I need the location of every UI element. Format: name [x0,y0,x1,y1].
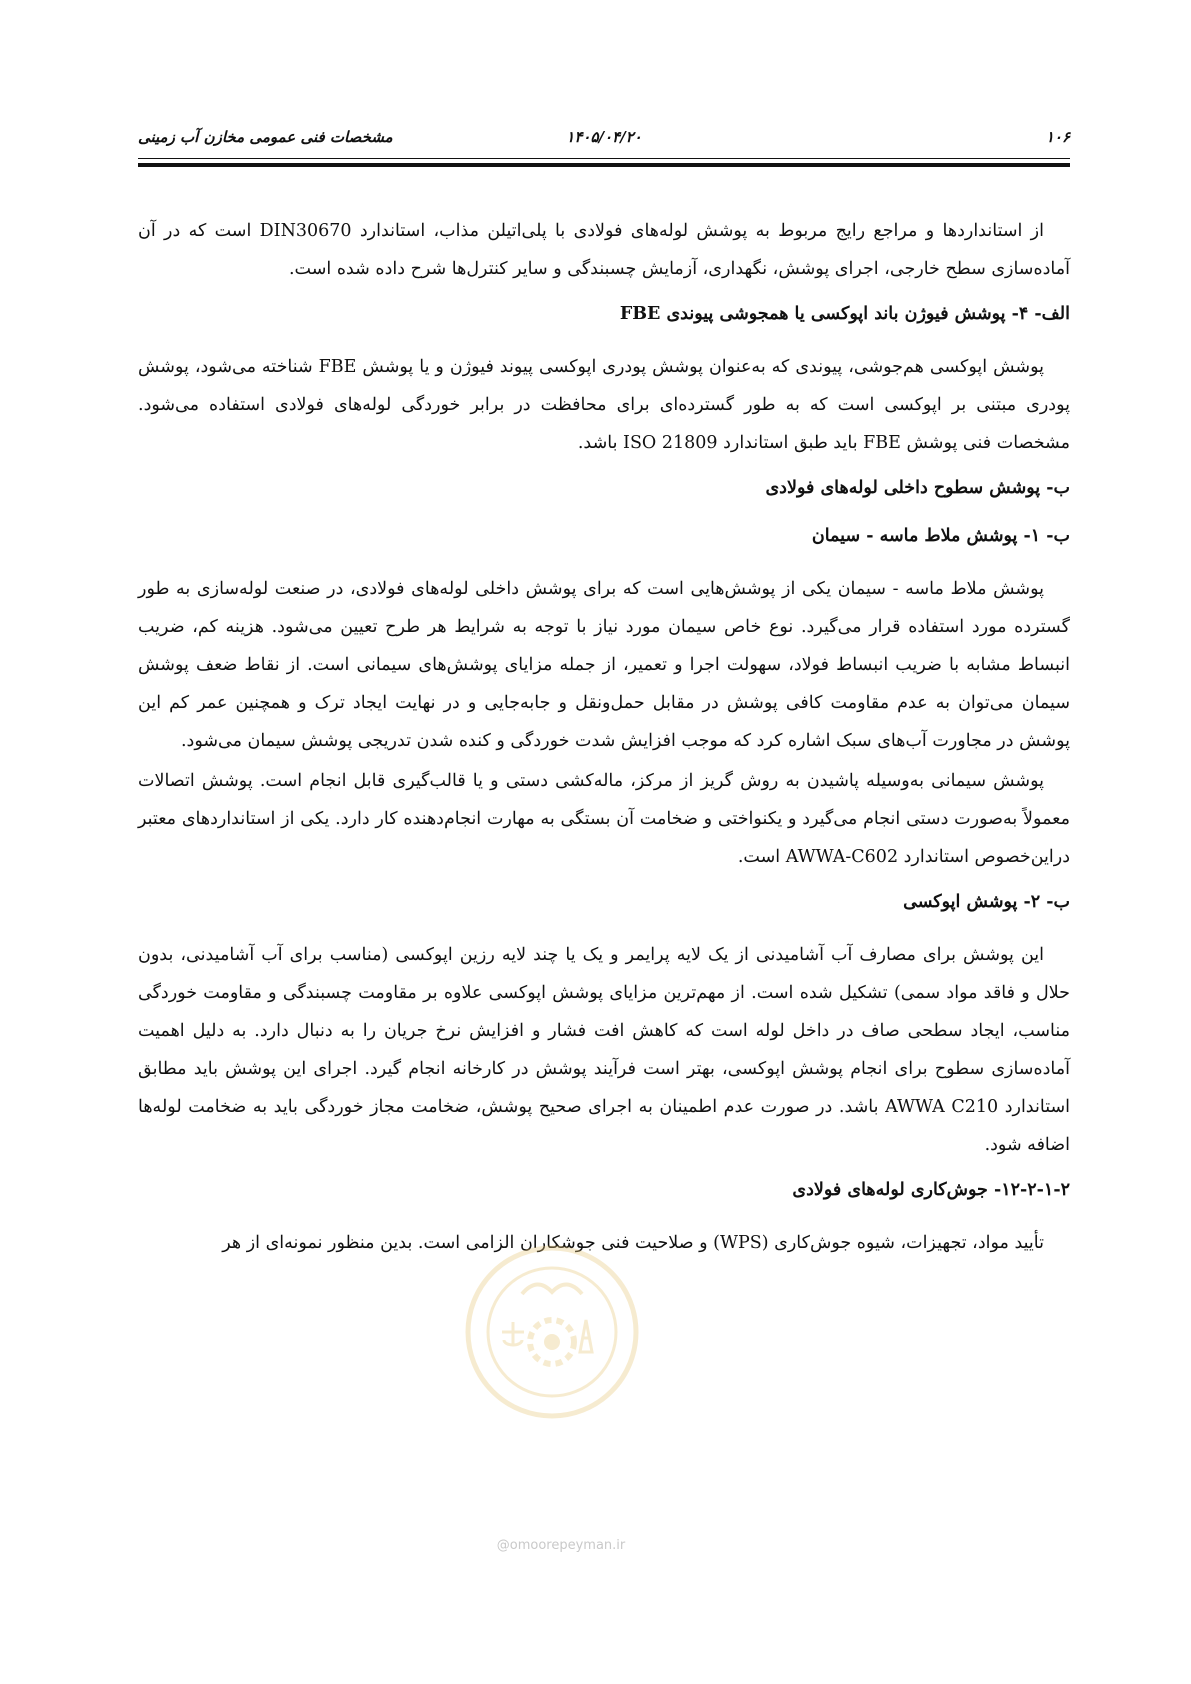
heading-epoxy-coating: ب- ۲- پوشش اپوکسی [903,892,1070,912]
watermark-calligraphy-mark [522,1284,582,1294]
header-page-number: ۱۰۶ [1045,128,1070,146]
heading-steel-pipe-welding: ۱۲-۲-۱-۲- جوش‌کاری لوله‌های فولادی [792,1180,1070,1200]
header-document-title: مشخصات فنی عمومی مخازن آب زمینی [138,128,393,146]
header-rule-thick [138,163,1070,167]
watermark-emblem-icon [462,1242,642,1422]
paragraph-din30670: از استانداردها و مراجع رایج مربوط به پوشش لوله‌های فولادی با پلی‌اتیلن مذاب، استاندارد DIN30670 است که در آن آماده‌سازی سطح خارجی، اجرای پوشش، نگهداری، آزمایش چسبندگی و سایر کنترل‌ها شرح داده شده است. [138,221,1070,279]
watermark-outer-ring [468,1248,636,1416]
paragraph-epoxy-coating: این پوشش برای مصارف آب آشامیدنی از یک لایه پرایمر و یک یا چند لایه رزین اپوکسی (مناسب برای آب آشامیدنی، بدون حلال و فاقد مواد سمی) تشکیل شده است. از مهم‌ترین مزایای پوشش اپوکسی علاوه بر مقاومت چسبندگی و مقاومت خوردگی مناسب، ایجاد سطحی صاف در داخل لوله است که کاهش افت فشار و افزایش نرخ جریان را به دنبال دارد. به دلیل اهمیت آماده‌سازی سطوح برای انجام پوشش اپوکسی، بهتر است فرآیند پوشش در کارخانه انجام گیرد. اجرای این پوشش باید مطابق استاندارد AWWA C210 باشد. در صورت عدم اطمینان به اجرای صحیح پوشش، ضخامت مجاز خوردگی باید به ضخامت لوله‌ها اضافه شود. [138,945,1070,1155]
heading-internal-coatings: ب- پوشش سطوح داخلی لوله‌های فولادی [765,478,1070,498]
watermark-tower-icon [580,1320,592,1352]
page-body [138,212,1070,1270]
heading-cement-mortar: ب- ۱- پوشش ملاط ماسه - سیمان [811,526,1070,546]
paragraph-fbe-coating: پوشش اپوکسی هم‌جوشی، پیوندی که به‌عنوان پوشش پودری اپوکسی پیوند فیوژن و یا پوشش FBE شناخته می‌شود، پوشش پودری مبتنی بر اپوکسی است که به طور گسترده‌ای برای محافظت در برابر خوردگی لوله‌های فولادی استفاده می‌شود. مشخصات فنی پوشش FBE باید طبق استاندارد ISO 21809 باشد. [138,357,1070,453]
watermark-url: @omoorepeyman.ir [496,1538,626,1553]
paragraph-welding: تأیید مواد، تجهیزات، شیوه جوش‌کاری (WPS) و صلاحیت فنی جوشکاران الزامی است. بدین منظور نمونه‌ای از هر [222,1233,1044,1253]
page-header [138,128,1070,152]
watermark-gear-hub [544,1334,560,1350]
header-date: ۱۴۰۵/۰۴/۲۰ [566,128,642,146]
heading-fbe-coating: الف- ۴- پوشش فیوژن باند اپوکسی یا همجوشی پیوندی FBE [619,304,1070,324]
paragraph-cement-mortar: پوشش ملاط ماسه - سیمان یکی از پوشش‌هایی است که برای پوشش داخلی لوله‌های فولادی، در صنعت لوله‌سازی به طور گسترده مورد استفاده قرار می‌گیرد. نوع خاص سیمان مورد نیاز با توجه به شرایط هر طرح تعیین می‌شود. هزینه کم، ضریب انبساط مشابه با ضریب انبساط فولاد، سهولت اجرا و تعمیر، از جمله مزایای پوشش‌های سیمانی است. از نقاط ضعف پوشش سیمان می‌توان به عدم مقاومت کافی پوشش در مقابل حمل‌ونقل و جابه‌جایی و در نهایت ایجاد ترک و همچنین عمر کم این پوشش در مجاورت آب‌های سبک اشاره کرد که موجب افزایش شدت خوردگی و کنده شدن تدریجی پوشش سیمان می‌شود. [138,579,1070,751]
header-rule-thin [138,158,1070,159]
paragraph-cement-application: پوشش سیمانی به‌وسیله پاشیدن به روش گریز از مرکز، ماله‌کشی دستی و یا قالب‌گیری قابل انجام است. پوشش اتصالات معمولاً به‌صورت دستی انجام می‌گیرد و یکنواختی و ضخامت آن بستگی به مهارت انجام‌دهنده کار دارد. یکی از استانداردهای معتبر دراین‌خصوص استاندارد AWWA-C602 است. [138,771,1070,867]
watermark-scale-icon [502,1322,524,1346]
